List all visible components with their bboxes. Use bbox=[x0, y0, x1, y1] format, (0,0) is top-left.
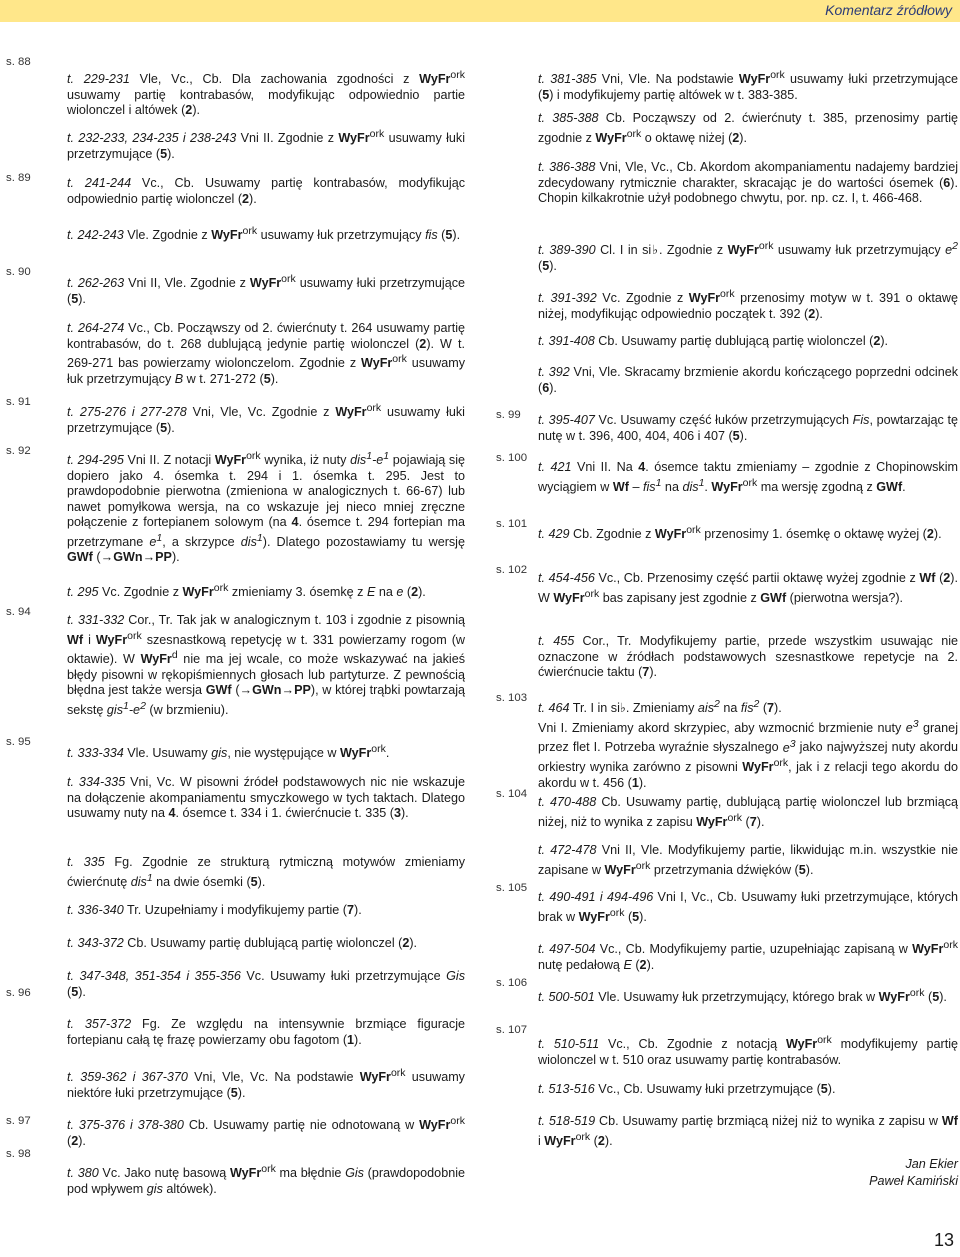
score-page-reference: s. 104 bbox=[496, 788, 528, 800]
score-page-reference: s. 95 bbox=[6, 736, 31, 748]
commentary-entry: t. 389-390 Cl. I in si♭. Zgodnie z WyFr$^{ork}$ usuwamy łuk przetrzymujący $e^2$ (5). bbox=[538, 240, 959, 273]
commentary-entry: t. 343-372 Cb. Usuwamy partię dublującą partię wiolonczel (2). bbox=[67, 936, 418, 950]
commentary-entry: t. 472-478 Vni II, Vle. Modyfikujemy partie, likwidując m.in. wszystkie nie zapisane w WyFr$^{ork}$ przetrzymania dźwięków (5). bbox=[538, 843, 958, 877]
score-page-reference: s. 94 bbox=[6, 606, 31, 618]
score-page-reference: s. 107 bbox=[496, 1024, 528, 1036]
score-page-reference: s. 99 bbox=[496, 409, 521, 421]
score-page-reference: s. 90 bbox=[6, 266, 31, 278]
score-page-reference: s. 89 bbox=[6, 172, 31, 184]
score-page-reference: s. 102 bbox=[496, 564, 528, 576]
header-bar bbox=[0, 0, 960, 22]
score-page-reference: s. 103 bbox=[496, 692, 528, 704]
score-page-reference: s. 92 bbox=[6, 445, 31, 457]
commentary-entry: t. 381-385 Vni, Vle. Na podstawie WyFr$^{ork}$ usuwamy łuki przetrzymujące (5) i modyfikujemy partię altówek w t. 383-385. bbox=[538, 69, 958, 102]
commentary-entry: t. 513-516 Vc., Cb. Usuwamy łuki przetrzymujące (5). bbox=[538, 1082, 836, 1096]
score-page-reference: s. 91 bbox=[6, 396, 31, 408]
commentary-entry: t. 262-263 Vni II, Vle. Zgodnie z WyFr$^{ork}$ usuwamy łuki przetrzymujące (5). bbox=[67, 273, 466, 306]
commentary-entry: t. 500-501 Vle. Usuwamy łuk przetrzymujący, którego brak w WyFr$^{ork}$ (5). bbox=[538, 987, 947, 1005]
commentary-entry: t. 386-388 Vni, Vle, Vc., Cb. Akordom akompaniamentu nadajemy bardziej zdecydowany rytmicznie charakter, skracając je do wartości ósemek (6). Chopin kilkakrotnie użył podobnego chwytu, por. np. cz. I, t. 466-468. bbox=[538, 160, 958, 205]
commentary-entry: t. 333-334 Vle. Usuwamy gis, nie występujące w WyFr$^{ork}$. bbox=[67, 743, 390, 761]
score-page-reference: s. 105 bbox=[496, 882, 528, 894]
commentary-entry: t. 391-408 Cb. Usuwamy partię dublującą partię wiolonczel (2). bbox=[538, 334, 889, 348]
commentary-entry: t. 421 Vni II. Na 4. ósemce taktu zmieniamy – zgodnie z Chopinowskim wyciągiem w Wf – fis$^1$ na dis$^1$. WyFr$^{ork}$ ma wersję zgodną z GWf. bbox=[538, 460, 959, 494]
score-page-reference: s. 101 bbox=[496, 518, 528, 530]
score-page-reference: s. 106 bbox=[496, 977, 528, 989]
author-signature bbox=[790, 1156, 958, 1190]
commentary-entry: t. 331-332 Cor., Tr. Tak jak w analogicznym t. 103 i zgodnie z pisownią Wf i WyFr$^{ork}$ szesnastkową repetycję w t. 331 powierzamy rogom (w oktawie). W WyFr$^d$ nie ma jej wcale, co może wskazywać na jakieś błędy pisowni w rękopiśmiennych głosach lub partyturze. Z pewnością błędna jest także wersja GWf (→GWn→PP), w której trąbki powtarzają sekstę $gis^1-e^2$ (w brzmieniu). bbox=[67, 613, 466, 718]
commentary-entry: t. 232-233, 234-235 i 238-243 Vni II. Zgodnie z WyFr$^{ork}$ usuwamy łuki przetrzymujące (5). bbox=[67, 128, 465, 161]
commentary-entry: t. 497-504 Vc., Cb. Modyfikujemy partie, uzupełniając zapisaną w WyFr$^{ork}$ nutę pedałową E (2). bbox=[538, 939, 958, 972]
author-name-2: Paweł Kamiński bbox=[869, 1174, 958, 1188]
commentary-entry: t. 294-295 Vni II. Z notacji WyFr$^{ork}$ wynika, iż nuty $dis^1-e^1$ pojawiają się dopiero jako 4. ósemka t. 294 i 1. ósemka t. 295. Jest to prawdopodobnie pierwotna (zmieniona w analogicznych t. 66-67) lub nawet pomyłkowa wersja, na co wskazuje jej nieco mniej zręczne połączenie z fortepianem solowym (na 4. ósemce t. 294 fortepian ma przetrzymane $e^1$, a skrzypce dis$^1$). Dlatego pozostawiamy tu wersję GWf (→GWn→PP). bbox=[67, 450, 466, 565]
commentary-entry: t. 391-392 Vc. Zgodnie z WyFr$^{ork}$ przenosimy motyw w t. 391 o oktawę niżej, modyfikując odpowiednio początek t. 392 (2). bbox=[538, 288, 959, 321]
commentary-entry: t. 375-376 i 378-380 Cb. Usuwamy partię nie odnotowaną w WyFr$^{ork}$ (2). bbox=[67, 1115, 465, 1148]
commentary-entry: t. 242-243 Vle. Zgodnie z WyFr$^{ork}$ usuwamy łuk przetrzymujący fis (5). bbox=[67, 225, 461, 243]
commentary-entry: t. 510-511 Vc., Cb. Zgodnie z notacją WyFr$^{ork}$ modyfikujemy partię wiolonczel w t. 510 oraz usuwamy partię kontrabasów. bbox=[538, 1034, 958, 1067]
commentary-entry: t. 264-274 Vc., Cb. Począwszy od 2. ćwierćnuty t. 264 usuwamy partię kontrabasów, do t. 268 dublującą jedynie partię wiolonczel (2). W t. 269-271 bas powierzamy wiolonczelom. Zgodnie z WyFr$^{ork}$ usuwamy łuk przetrzymujący B w t. 271-272 (5). bbox=[67, 321, 466, 386]
commentary-entry: t. 357-372 Fg. Ze względu na intensywnie brzmiące figuracje fortepianu całą tę frazę powierzamy obu fagotom (1). bbox=[67, 1017, 466, 1047]
commentary-entry: t. 241-244 Vc., Cb. Usuwamy partię kontrabasów, modyfikując odpowiednio partię wiolonczel (2). bbox=[67, 176, 465, 206]
commentary-entry: t. 295 Vc. Zgodnie z WyFr$^{ork}$ zmieniamy 3. ósemkę z E na e (2). bbox=[67, 582, 426, 600]
commentary-entry: t. 229-231 Vle, Vc., Cb. Dla zachowania zgodności z WyFr$^{ork}$ usuwamy partię kontrabasów, modyfikując odpowiednio partie wiolonczel i altówek (2). bbox=[67, 69, 466, 118]
score-page-reference: s. 97 bbox=[6, 1115, 31, 1127]
commentary-entry: t. 334-335 Vni, Vc. W pisowni źródeł podstawowych nic nie wskazuje na dołączenie akompaniamentu smyczkowego w tych taktach. Dlatego usuwamy nuty na 4. ósemce t. 334 i 1. ćwierćnucie t. 335 (3). bbox=[67, 775, 465, 820]
commentary-entry: t. 429 Cb. Zgodnie z WyFr$^{ork}$ przenosimy 1. ósemkę o oktawę wyżej (2). bbox=[538, 524, 942, 542]
commentary-entry: t. 380 Vc. Jako nutę basową WyFr$^{ork}$ ma błędnie Gis (prawdopodobnie pod wpływem gis altówek). bbox=[67, 1163, 466, 1196]
commentary-entry: t. 455 Cor., Tr. Modyfikujemy partie, przede wszystkim usuwając nie oznaczone w źródłach podstawowych szesnastkowe repetycje na 2. ćwierćnucie taktu (7). bbox=[538, 634, 959, 679]
score-page-reference: s. 100 bbox=[496, 452, 528, 464]
running-header-title: Komentarz źródłowy bbox=[825, 2, 952, 18]
commentary-entry: t. 470-488 Cb. Usuwamy partię, dublującą partię wiolonczel lub brzmiącą niżej, niż to wynika z zapisu WyFr$^{ork}$ (7). bbox=[538, 795, 958, 829]
commentary-entry: t. 490-491 i 494-496 Vni I, Vc., Cb. Usuwamy łuki przetrzymujące, których brak w WyFr$^{ork}$ (5). bbox=[538, 890, 958, 924]
author-name-1: Jan Ekier bbox=[905, 1157, 958, 1171]
page-number: 13 bbox=[933, 1230, 954, 1250]
commentary-entry: t. 454-456 Vc., Cb. Przenosimy część partii oktawę wyżej zgodnie z Wf (2). W WyFr$^{ork}$ bas zapisany jest zgodnie z GWf (pierwotna wersja?). bbox=[538, 571, 958, 605]
score-page-reference: s. 96 bbox=[6, 987, 31, 999]
commentary-entry: t. 392 Vni, Vle. Skracamy brzmienie akordu kończącego poprzedni odcinek (6). bbox=[538, 365, 958, 395]
score-page-reference: s. 98 bbox=[6, 1148, 31, 1160]
commentary-entry: t. 347-348, 351-354 i 355-356 Vc. Usuwamy łuki przetrzymujące Gis (5). bbox=[67, 969, 465, 999]
commentary-entry: t. 335 Fg. Zgodnie ze strukturą rytmiczną motywów zmieniamy ćwierćnutę dis$^1$ na dwie ósemki (5). bbox=[67, 855, 465, 889]
commentary-entry: t. 359-362 i 367-370 Vni, Vle, Vc. Na podstawie WyFr$^{ork}$ usuwamy niektóre łuki przetrzymujące (5). bbox=[67, 1067, 465, 1100]
commentary-entry: t. 275-276 i 277-278 Vni, Vle, Vc. Zgodnie z WyFr$^{ork}$ usuwamy łuki przetrzymujące (5). bbox=[67, 402, 465, 435]
commentary-entry: t. 518-519 Cb. Usuwamy partię brzmiącą niżej niż to wynika z zapisu w Wf i WyFr$^{ork}$ (2). bbox=[538, 1114, 958, 1148]
score-page-reference: s. 88 bbox=[6, 56, 31, 68]
commentary-entry: t. 395-407 Vc. Usuwamy część łuków przetrzymujących Fis, powtarzając tę nutę w t. 396, 400, 404, 406 i 407 (5). bbox=[538, 413, 958, 443]
commentary-entry: t. 336-340 Tr. Uzupełniamy i modyfikujemy partie (7). bbox=[67, 903, 362, 917]
commentary-entry: t. 385-388 Cb. Począwszy od 2. ćwierćnuty t. 385, przenosimy partię zgodnie z WyFr$^{ork}$ o oktawę niżej (2). bbox=[538, 111, 958, 145]
commentary-entry: t. 464 Tr. I in si♭. Zmieniamy ais$^2$ na fis$^2$ (7). Vni I. Zmieniamy akord skrzypiec, aby wzmocnić brzmienie nuty $e^3$ granej przez flet I. Potrzeba wyraźnie słyszalnego $e^3$ jako najwyższej nuty akordu orkiestry wynika zarówno z pisowni WyFr$^{ork}$, jak i z relacji tego akordu do akordu w t. 456 (1). bbox=[538, 698, 958, 790]
